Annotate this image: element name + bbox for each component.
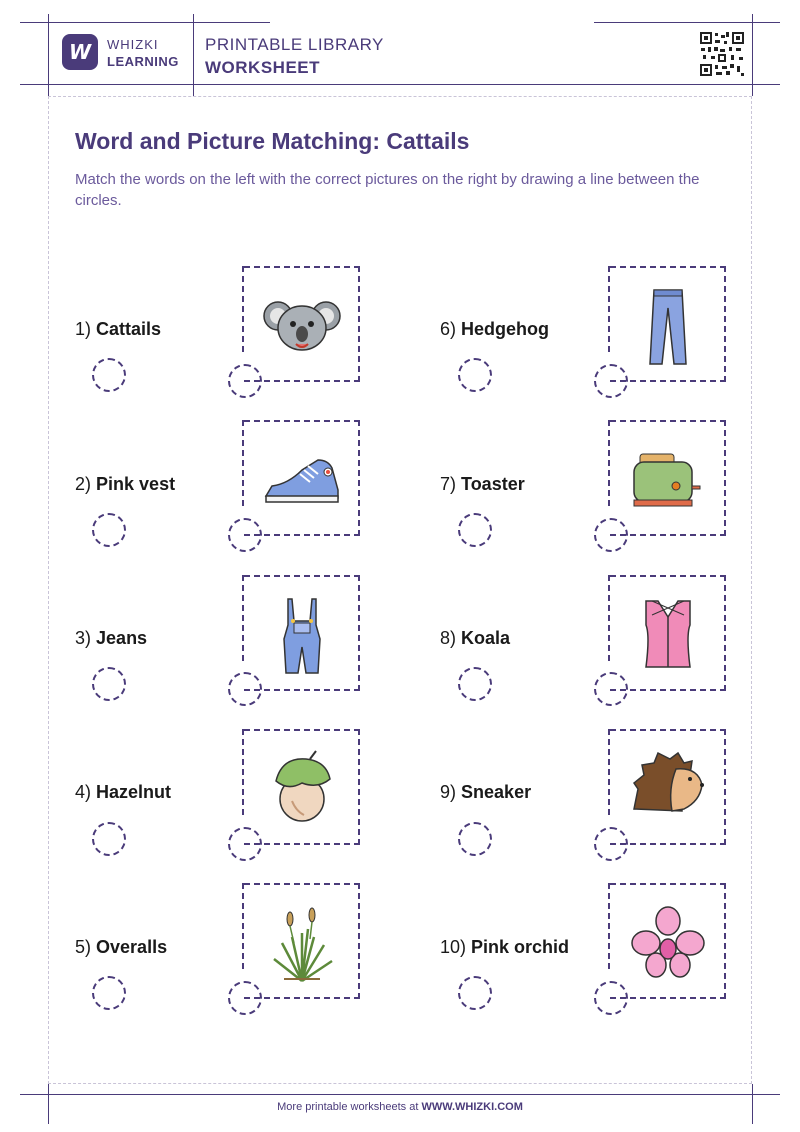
left-vertical-rule: [48, 14, 49, 96]
overalls-icon: [262, 595, 342, 675]
right-word-9: 9) Sneaker: [440, 782, 532, 802]
picture-circle-overalls[interactable]: [228, 672, 262, 706]
footer-rule: [20, 1094, 780, 1095]
picture-card-sneaker: [244, 420, 360, 536]
koala-icon: [262, 286, 342, 366]
top-rule-left: [20, 22, 270, 23]
hazelnut-icon: [262, 749, 342, 829]
picture-card-cattails: [244, 883, 360, 999]
right-word-circle-10[interactable]: [458, 976, 492, 1010]
right-word-circle-9[interactable]: [458, 822, 492, 856]
right-vertical-rule: [752, 14, 753, 96]
picture-card-overalls: [244, 575, 360, 691]
instructions-text: Match the words on the left with the correct pictures on the right by drawing a line between the circles.: [75, 171, 700, 209]
hedgehog-icon: [628, 749, 708, 829]
picture-circle-pink-vest[interactable]: [594, 672, 628, 706]
whizki-logo: W: [62, 34, 98, 70]
picture-card-pink-vest: [610, 575, 726, 691]
library-label: PRINTABLE LIBRARY: [205, 35, 384, 54]
sneaker-icon: [262, 440, 342, 520]
left-word-circle-1[interactable]: [92, 358, 126, 392]
right-word-circle-8[interactable]: [458, 667, 492, 701]
picture-card-hazelnut: [244, 729, 360, 845]
right-word-7: 7) Toaster: [440, 474, 525, 494]
picture-circle-hedgehog[interactable]: [594, 827, 628, 861]
picture-card-koala: [244, 266, 360, 382]
left-word-1: 1) Cattails: [75, 319, 162, 339]
left-word-2: 2) Pink vest: [75, 474, 176, 494]
left-word-circle-3[interactable]: [92, 667, 126, 701]
picture-circle-jeans[interactable]: [594, 364, 628, 398]
brand-name-bottom: LEARNING: [107, 54, 179, 69]
picture-card-hedgehog: [610, 729, 726, 845]
pink-vest-icon: [628, 595, 708, 675]
cattails-icon: [262, 903, 342, 983]
left-word-circle-2[interactable]: [92, 513, 126, 547]
pink-orchid-icon: [628, 903, 708, 983]
left-word-4: 4) Hazelnut: [75, 782, 172, 802]
left-word-5: 5) Overalls: [75, 937, 168, 957]
divider-vertical-rule: [193, 14, 194, 96]
toaster-icon: [628, 440, 708, 520]
left-word-circle-4[interactable]: [92, 822, 126, 856]
worksheet-title: Word and Picture Matching: Cattails: [75, 128, 470, 154]
picture-card-jeans: [610, 266, 726, 382]
picture-card-toaster: [610, 420, 726, 536]
picture-circle-sneaker[interactable]: [228, 518, 262, 552]
left-word-circle-5[interactable]: [92, 976, 126, 1010]
footer-text: [0, 1101, 800, 1113]
right-word-circle-6[interactable]: [458, 358, 492, 392]
picture-circle-cattails[interactable]: [228, 981, 262, 1015]
jeans-icon: [628, 286, 708, 366]
footer-prefix: More printable worksheets at: [277, 1101, 419, 1113]
footer-site-link[interactable]: WWW.WHIZKI.COM: [421, 1101, 523, 1113]
picture-card-pink-orchid: [610, 883, 726, 999]
worksheet-label: WORKSHEET: [205, 58, 320, 77]
right-word-10: 10) Pink orchid: [440, 937, 570, 957]
picture-circle-pink-orchid[interactable]: [594, 981, 628, 1015]
picture-circle-koala[interactable]: [228, 364, 262, 398]
left-word-3: 3) Jeans: [75, 628, 148, 648]
brand-name-top: WHIZKI: [107, 37, 159, 52]
right-word-8: 8) Koala: [440, 628, 511, 648]
right-word-6: 6) Hedgehog: [440, 319, 550, 339]
right-word-circle-7[interactable]: [458, 513, 492, 547]
picture-circle-toaster[interactable]: [594, 518, 628, 552]
header-rule: [20, 84, 780, 85]
picture-circle-hazelnut[interactable]: [228, 827, 262, 861]
qr-code-icon: [698, 30, 746, 78]
